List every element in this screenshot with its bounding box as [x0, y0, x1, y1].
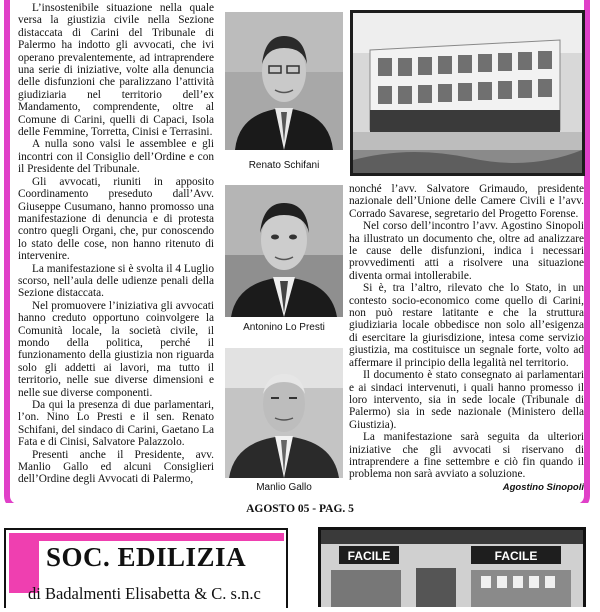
page-number-label: AGOSTO 05 - PAG. 5	[240, 503, 360, 515]
paragraph: La manifestazione si è svolta il 4 Luglio scorso, nell’aula delle udienze penali della Sezione distaccata.	[18, 262, 214, 300]
paragraph: Da qui la presenza di due parlamentari, l’on. Nino Lo Presti e il sen. Renato Schifani, del sindaco di Carini, Gaetano La Fata e di Cinisi, Salvatore Palazzolo.	[18, 399, 214, 449]
photo-caption: Manlio Gallo	[256, 482, 312, 493]
paragraph: Nel promuovere l’iniziativa gli avvocati hanno creduto opportuno coinvolgere la Comunità locale, la società civile, il mondo della politica, perché il funzionamento della giustizia non riguarda solo gli addetti ai lavori, ma tutto il territorio, nelle sue diverse dimensioni e nelle sue diverse componenti.	[18, 299, 214, 399]
paragraph: L’insostenibile situazione nella quale versa la giustizia civile nella Sezione distaccata di Carini del Tribunale di Palermo ha indotto gli avvocati, che ivi operano prevalentemente, ad intraprendere una serie di iniziative, volte alla denuncia delle disfunzioni che paralizzano l’attività giudiziaria nel territorio dell’ex Mandamento, comprendente, oltre al Comune di Carini, quelli di Capaci, Isola delle Femmine, Torretta, Cinisi e Terrasini.	[18, 2, 214, 139]
store-sign-text: FACILE	[347, 549, 391, 563]
article-left-column	[18, 2, 214, 497]
photo-caption: Antonino Lo Presti	[243, 322, 325, 333]
article-signature: Agostino Sinopoli	[502, 481, 584, 493]
paragraph: Presenti anche il Presidente, avv. Manlio Gallo ed alcuni Consiglieri dell’Ordine degli Avvocati di Palermo,	[18, 448, 214, 486]
paragraph: Si è, tra l’altro, rilevato che lo Stato, in un contesto socio-economico come quello di Carini, non può restare latitante e che la struttura giudiziaria locale obbedisce non solo all’esigenza di esercitare la giurisdizione, intesa come servizio giustizia, ma costituisce un segnale forte, volto ad affermare il principio della legalità nel territorio.	[349, 282, 584, 369]
ad-subtitle: di Badalmenti Elisabetta & C. s.n.c	[28, 584, 261, 603]
building-photo	[350, 10, 585, 176]
paragraph: Gli avvocati, riuniti in apposito Coordinamento preseduto dall’Avv. Giuseppe Cusumano, hanno promosso una manifestazione di denuncia e di protesta contro quegli Organi, che, pur conoscendo lo stato delle cose, non hanno ritenuto di intervenire.	[18, 175, 214, 263]
paragraph: Nel corso dell’incontro l’avv. Agostino Sinopoli ha illustrato un documento che, oltre ad analizzare le cause delle disfunzioni, indica i necessari provvedimenti atti a risolvere una situazione diventa ormai intollerabile.	[349, 220, 584, 282]
advertisement-facile-photo	[318, 527, 586, 607]
ad-title: SOC. EDILIZIA	[46, 542, 247, 572]
portrait-photo-gallo	[225, 348, 343, 478]
store-sign-text: FACILE	[494, 549, 538, 563]
paragraph: A nulla sono valsi le assemblee e gli incontri con il Consiglio dell’Ordine e con il Presidente del Tribunale.	[18, 138, 214, 176]
paragraph: La manifestazione sarà seguita da ulteriori iniziative che gli avvocati si riservano di intraprendere a fine settembre e ciò fin quando il problema non sarà avviato a soluzione.	[349, 431, 584, 481]
portrait-photo-lo-presti	[225, 185, 343, 317]
ad-pink-strip	[39, 533, 284, 541]
paragraph: nonché l’avv. Salvatore Grimaudo, presidente nazionale dell’Unione delle Camere Civili e l’avv. Corrado Savarese, segretario del Progetto Forense.	[349, 183, 584, 220]
portrait-photo-schifani	[225, 12, 343, 150]
storefront-photo	[321, 530, 583, 607]
page-footer	[0, 503, 600, 515]
advertisement-soc-edilizia	[4, 528, 288, 608]
photo-caption: Renato Schifani	[248, 160, 320, 171]
article-right-column	[349, 183, 584, 495]
paragraph: Il documento è stato consegnato ai parlamentari e ai sindaci intervenuti, i quali hanno promesso il loro intervento, sia in sede locale (Tribunale di Palermo) sia in sede nazionale (Ministero della Giustizia).	[349, 369, 584, 431]
